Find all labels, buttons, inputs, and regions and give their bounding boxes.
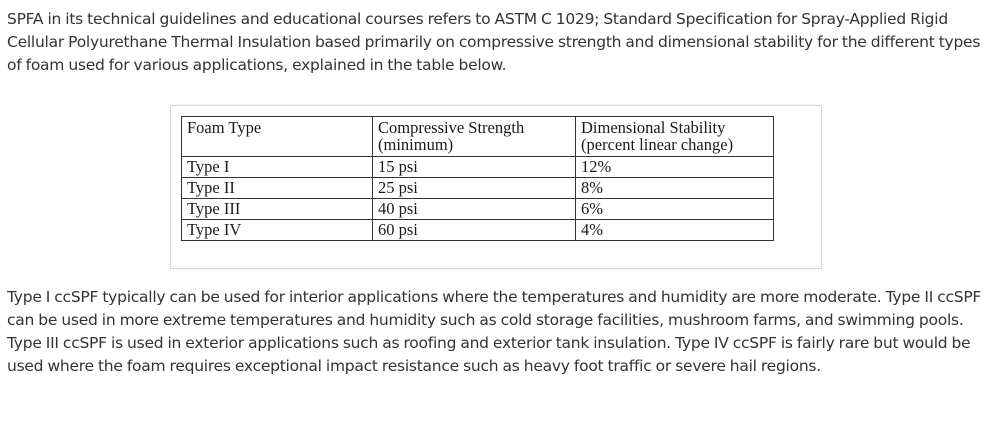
cell-compressive-strength: 60 psi <box>373 220 576 241</box>
cell-foam-type: Type I <box>182 157 373 178</box>
cell-compressive-strength: 25 psi <box>373 178 576 199</box>
header-compressive-strength-line1: Compressive Strength <box>378 118 525 137</box>
header-compressive-strength <box>373 117 576 157</box>
foam-type-table-image <box>170 105 822 269</box>
header-foam-type-label: Foam Type <box>187 118 262 137</box>
header-dimensional-stability-line1: Dimensional Stability <box>581 118 726 137</box>
explanation-paragraph: Type I ccSPF typically can be used for interior applications where the temperatures and humidity are more moderate. Type II ccSPF can be used in more extreme temperatures and humidity such as cold storage facilities, mushroom farms, and swimming pools. Type III ccSPF is used in exterior applications such as roofing and exterior tank insulation. Type IV ccSPF is fairly rare but would be used where the foam requires exceptional impact resistance such as heavy foot traffic or severe hail regions. <box>7 288 982 375</box>
header-compressive-strength-line2: (minimum) <box>378 135 454 154</box>
cell-compressive-strength: 40 psi <box>373 199 576 220</box>
header-dimensional-stability <box>576 117 774 157</box>
cell-compressive-strength: 15 psi <box>373 157 576 178</box>
table-row <box>182 157 774 178</box>
cell-foam-type: Type II <box>182 178 373 199</box>
intro-paragraph: SPFA in its technical guidelines and educational courses refers to ASTM C 1029; Standard Specification for Spray-Applied Rigid Cellular Polyurethane Thermal Insulation based primarily on compressive strength and dimensional stability for the different types of foam used for various applications, explained in the table below. <box>7 10 981 74</box>
table-row <box>182 199 774 220</box>
cell-dimensional-stability: 12% <box>576 157 774 178</box>
cell-dimensional-stability: 8% <box>576 178 774 199</box>
header-dimensional-stability-line2: (percent linear change) <box>581 135 734 154</box>
header-foam-type <box>182 117 373 157</box>
cell-foam-type: Type III <box>182 199 373 220</box>
table-header-row <box>182 117 774 157</box>
cell-foam-type: Type IV <box>182 220 373 241</box>
cell-dimensional-stability: 4% <box>576 220 774 241</box>
table-row <box>182 178 774 199</box>
foam-type-table <box>181 116 774 241</box>
cell-dimensional-stability: 6% <box>576 199 774 220</box>
table-row <box>182 220 774 241</box>
